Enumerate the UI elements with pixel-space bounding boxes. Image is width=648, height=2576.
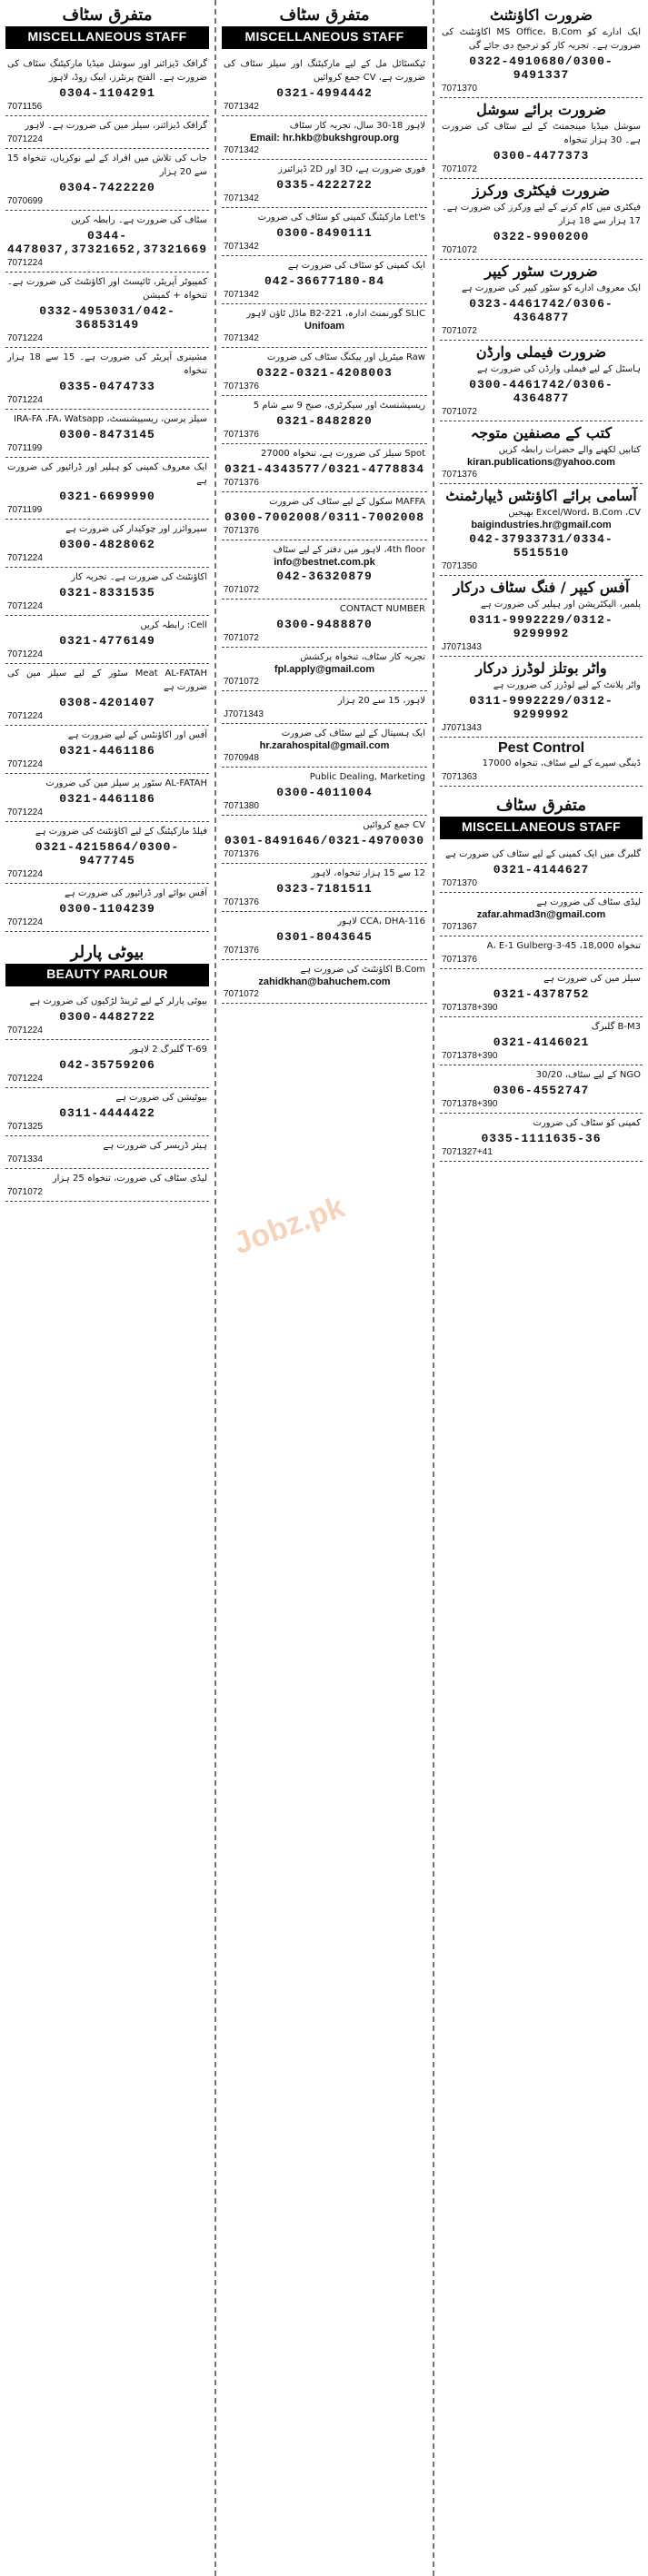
- job-ad: [222, 816, 427, 864]
- ad-body: سپروائزر اور چوکیدار کی ضرورت ہے: [65, 524, 207, 534]
- ad-email[interactable]: hr.zarahospital@gmail.com: [259, 740, 390, 751]
- ad-body: Public Dealing, Marketing: [309, 772, 425, 782]
- ad-contact-number: 0304-1104291: [59, 86, 155, 100]
- ad-contact-number: 0321-4144627: [493, 863, 590, 877]
- ad-contact-number: 0306-4552747: [493, 1084, 590, 1097]
- job-ad: [440, 260, 643, 341]
- job-ad: [5, 726, 209, 774]
- ad-code: 7071224: [7, 807, 43, 817]
- ad-title: آفس کیپر / فنگ سٹاف درکار: [453, 579, 630, 596]
- ad-contact-number: 0322-0321-4208003: [256, 366, 393, 380]
- ad-code: 7071224: [7, 395, 43, 405]
- job-ad: [5, 54, 209, 116]
- ad-code: 7071072: [442, 326, 477, 336]
- job-ad: [440, 893, 643, 936]
- job-ad: [440, 98, 643, 179]
- ad-code: 7071342: [224, 145, 259, 155]
- ad-code: 7071224: [7, 258, 43, 268]
- ad-contact-number: 0335-0474733: [59, 380, 155, 393]
- job-ad: [440, 576, 643, 657]
- ad-code: 7071224: [7, 711, 43, 721]
- ad-body: 12 سے 15 ہزار تنخواہ، لاہور: [311, 868, 425, 878]
- job-ad: [5, 116, 209, 149]
- ad-contact-number: 0300-7002008/0311-7002008: [224, 510, 425, 524]
- ad-body: ریسپشنسٹ اور سیکرٹری، صبح 9 سے شام 5: [253, 401, 425, 411]
- ad-body: Excel/Word، B.Com ،CV بھیجیں: [508, 508, 641, 518]
- left-column-header: [5, 4, 209, 49]
- ad-code: J7071343: [224, 709, 264, 719]
- ad-body: کمپنی کو سٹاف کی ضرورت: [533, 1118, 641, 1128]
- ad-code: 7071380: [224, 801, 259, 811]
- ad-email[interactable]: baigindustries.hr@gmail.com: [471, 520, 612, 530]
- ad-code: 7071325: [7, 1122, 43, 1132]
- ad-body: MAFFA سکول کے لیے سٹاف کی ضرورت: [269, 497, 425, 507]
- right-ads-list: [440, 4, 643, 787]
- ad-contact-number: 0321-4994442: [276, 86, 373, 100]
- ad-code: 7071224: [7, 333, 43, 343]
- job-ad: [222, 492, 427, 540]
- ad-body: AL-FATAH سٹور پر سیلز مین کی ضرورت: [45, 778, 207, 788]
- ad-body: ڈینگی سپرے کے لیے سٹاف، تنخواہ 17000: [482, 758, 641, 768]
- ad-code: 7071376: [224, 381, 259, 391]
- job-ad: [222, 864, 427, 912]
- ad-title: آسامی برائے اکاؤنٹس ڈیپارٹمنٹ: [445, 487, 637, 504]
- beauty-parlour-ads-list: [5, 992, 209, 1202]
- ad-body: فوری ضرورت ہے، 3D اور 2D ڈیزائنرز: [278, 164, 425, 174]
- ad-code: J7071343: [442, 642, 482, 652]
- middle-ads-list: [222, 54, 427, 1004]
- header-english: MISCELLANEOUS STAFF: [440, 817, 643, 837]
- job-ad: [222, 256, 427, 304]
- ad-body: ایک معروف ادارے کو سٹور کیپر کی ضرورت ہے: [461, 283, 641, 293]
- ad-title: ضرورت اکاؤنٹنٹ: [490, 6, 593, 24]
- job-ad: [440, 1065, 643, 1114]
- job-ad: [440, 421, 643, 484]
- ad-body: سٹاف کی ضرورت ہے۔ رابطہ کریں: [71, 215, 207, 225]
- job-ad: [5, 774, 209, 822]
- ad-code: 7071376: [224, 430, 259, 440]
- ad-contact-number: 0300-4828062: [59, 538, 155, 551]
- ad-code: 7071072: [442, 245, 477, 255]
- job-ad: [5, 1088, 209, 1136]
- ad-email[interactable]: kiran.publications@yahoo.com: [467, 457, 615, 468]
- job-ad: [5, 992, 209, 1040]
- job-ad: [440, 484, 643, 576]
- ad-title: ضرورت برائے سوشل: [476, 101, 606, 118]
- ad-body: B-M3 گلبرگ: [591, 1022, 641, 1032]
- ad-code: 7071370: [442, 84, 477, 94]
- ad-body: کتابیں لکھنے والے حضرات رابطہ کریں: [498, 445, 641, 455]
- job-ad: [5, 616, 209, 664]
- job-ad: [222, 54, 427, 116]
- job-ad: [222, 160, 427, 208]
- ad-body: تجربہ کار سٹاف، تنخواہ پرکشش: [300, 652, 425, 662]
- ad-contact-number: 0321-4343577/0321-4778834: [224, 462, 425, 476]
- watermark-logo: Jobz.pk: [229, 1189, 350, 1262]
- ad-body: B.Com اکاؤنٹنٹ کی ضرورت ہے: [300, 965, 425, 975]
- ad-body: گلبرگ میں ایک کمپنی کے لیے سٹاف کی ضرورت ہے: [445, 849, 641, 859]
- ad-contact-number: 0300-8473145: [59, 428, 155, 441]
- ad-body: لیڈی سٹاف کی ضرورت، تنخواہ 25 ہزار: [52, 1174, 207, 1184]
- ad-body: ایک کمپنی کو سٹاف کی ضرورت ہے: [287, 261, 425, 271]
- ad-body: تنخواہ 18,000، 45-A، E-1 Gulberg-3: [486, 941, 641, 951]
- ad-body: کمپیوٹر آپریٹر، ٹائپسٹ اور اکاؤنٹنٹ کی ضرورت ہے۔ تنخواہ + کمیشن: [7, 277, 207, 301]
- ad-contact-number: 0322-4910680/0300-9491337: [469, 54, 613, 82]
- job-ad: [5, 884, 209, 932]
- ad-code: J7071343: [442, 723, 482, 733]
- ad-code: 7071072: [442, 407, 477, 417]
- ad-body: جاب کی تلاش میں افراد کے لیے نوکریاں، تنخواہ 15 سے 20 ہزار: [7, 154, 207, 177]
- ad-contact-number: 0321-6699990: [59, 490, 155, 503]
- header-urdu: متفرق سٹاف: [496, 796, 586, 815]
- ad-email[interactable]: info@bestnet.com.pk: [274, 557, 375, 568]
- ad-code: 7071376: [224, 526, 259, 536]
- ad-contact-number: 0301-8043645: [276, 930, 373, 944]
- ad-body: واٹر پلانٹ کے لیے لوڈرز کی ضرورت ہے: [493, 680, 641, 690]
- ad-code: 7071378+390: [442, 1051, 498, 1061]
- ad-code: 7071334: [7, 1154, 43, 1164]
- ad-body: Let's مارکیٹنگ کمپنی کو سٹاف کی ضرورت: [257, 213, 425, 223]
- job-ad: [5, 458, 209, 520]
- ad-body: Raw میٹریل اور پیکنگ سٹاف کی ضرورت: [266, 352, 425, 362]
- job-ad: [222, 724, 427, 768]
- ad-body: 116-CCA، DHA لاہور: [337, 916, 425, 926]
- ad-code: 7071378+390: [442, 1003, 498, 1013]
- ad-contact-number: 0321-4461186: [59, 792, 155, 806]
- ad-body: Meat AL-FATAH سٹور کے لیے سیلز مین کی ضرورت ہے: [7, 669, 207, 692]
- ad-code: 7071224: [7, 134, 43, 144]
- ad-body: ایک ادارے کو MS Office، B.Com اکاؤنٹنٹ کی ضرورت ہے۔ تجربہ کار کو ترجیح دی جائے گی: [442, 27, 641, 51]
- ad-code: 7071342: [224, 193, 259, 203]
- ad-code: 7071224: [7, 601, 43, 611]
- ad-body: گرافک ڈیزائنر اور سوشل میڈیا مارکیٹنگ سٹاف کی ضرورت ہے۔ الفتح پرنٹرز، ایبک روڈ، لاہور: [7, 59, 207, 83]
- ad-code: 7071342: [224, 333, 259, 343]
- ad-contact-number: 0321-4461186: [59, 744, 155, 758]
- ad-body: Spot سیلز کی ضرورت ہے، تنخواہ 27000: [260, 449, 425, 459]
- ad-body: بیوٹیشن کی ضرورت ہے: [115, 1093, 207, 1103]
- ad-body: CONTACT NUMBER: [339, 604, 425, 614]
- job-ad: [222, 396, 427, 444]
- ad-code: 7070948: [224, 753, 259, 763]
- ad-contact-number: 0321-4215864/0300-9477745: [35, 840, 180, 867]
- job-ad: [5, 822, 209, 884]
- right-column-header: [440, 794, 643, 839]
- job-ad: [5, 520, 209, 568]
- ad-contact-number: 0332-4953031/042-36853149: [39, 304, 175, 332]
- job-ad: [440, 1017, 643, 1065]
- ad-contact-number: 0323-4461742/0306-4364877: [469, 297, 613, 324]
- job-ad: [222, 116, 427, 160]
- ad-code: 7071224: [7, 917, 43, 927]
- header-urdu: متفرق سٹاف: [279, 5, 370, 25]
- ad-body: سوشل میڈیا مینجمنٹ کے لیے سٹاف کی ضرورت ہے۔ 30 ہزار تنخواہ: [442, 122, 641, 145]
- job-ad: [440, 738, 643, 787]
- job-ad: [222, 960, 427, 1004]
- ad-body: لیڈی سٹاف کی ضرورت ہے: [536, 897, 641, 907]
- ad-body: Cell: رابطہ کریں: [140, 620, 207, 630]
- ad-title: کتب کے مصنفین متوجہ: [470, 424, 613, 441]
- ad-contact-number: 0300-1104239: [59, 902, 155, 916]
- ad-body: پلمبر، الیکٹریشن اور ہیلپر کی ضرورت ہے: [481, 599, 641, 609]
- job-ad: [440, 4, 643, 98]
- ad-code: 7071327+41: [442, 1147, 493, 1157]
- ad-body: ہیئر ڈریسر کی ضرورت ہے: [103, 1141, 207, 1151]
- header-english: BEAUTY PARLOUR: [5, 964, 209, 984]
- job-ad: [222, 304, 427, 348]
- beauty-parlour-header: [5, 941, 209, 986]
- ad-contact-number: 0311-9992229/0312-9299992: [469, 694, 613, 721]
- ad-code: 7071378+390: [442, 1099, 498, 1109]
- ad-contact-number: 0301-8491646/0321-4970030: [224, 834, 425, 847]
- ad-contact-number: 0321-8331535: [59, 586, 155, 599]
- ad-contact-number: 0300-4482722: [59, 1010, 155, 1024]
- job-ad: [222, 768, 427, 816]
- ad-code: 7071224: [7, 759, 43, 769]
- ad-body: فیکٹری میں کام کرنے کے لیے ورکرز کی ضرورت ہے۔ 17 ہزار سے 18 ہزار: [442, 203, 641, 226]
- ad-body: گرافک ڈیزائنر، سیلز مین کی ضرورت ہے۔ لاہور: [25, 121, 207, 131]
- ad-code: 7071342: [224, 290, 259, 300]
- ad-body: NGO کے لیے سٹاف، 30/20: [535, 1070, 641, 1080]
- ad-body: آفس بوائے اور ڈرائیور کی ضرورت ہے: [65, 888, 207, 898]
- ad-contact-number: 0322-9900200: [493, 230, 590, 243]
- header-english: MISCELLANEOUS STAFF: [222, 26, 427, 46]
- ad-code: 7071072: [224, 585, 259, 595]
- ad-body: اکاؤنٹنٹ کی ضرورت ہے۔ تجربہ کار: [71, 572, 207, 582]
- ad-code: 7071376: [224, 478, 259, 488]
- ad-contact-number: 0311-4444422: [59, 1106, 155, 1120]
- ad-code: 7071224: [7, 553, 43, 563]
- ad-contact-number: 0300-4461742/0306-4364877: [469, 378, 613, 405]
- ad-code: 7071224: [7, 649, 43, 659]
- ad-title: ضرورت فیملی وارڈن: [475, 343, 607, 361]
- ad-contact-number: 0321-4146021: [493, 1035, 590, 1049]
- ad-body: لاہور، 15 سے 20 ہزار: [337, 696, 425, 706]
- job-ad: [5, 149, 209, 211]
- ad-code: 7071199: [7, 443, 43, 453]
- job-ad: [222, 540, 427, 599]
- ad-code: 7071342: [224, 102, 259, 112]
- ad-body: ایک ہسپتال کے لیے سٹاف کی ضرورت: [281, 728, 425, 738]
- ad-email[interactable]: Unifoam: [304, 321, 344, 332]
- ad-contact-number: 0335-4222722: [276, 178, 373, 192]
- job-ad: [5, 664, 209, 726]
- job-ad: [222, 208, 427, 256]
- ad-contact-number: 0321-4378752: [493, 987, 590, 1001]
- ad-contact-number: 042-36677180-84: [264, 274, 385, 288]
- job-ad: [5, 211, 209, 272]
- right-ads-list-2: [440, 845, 643, 1162]
- ad-code: 7071363: [442, 772, 477, 782]
- ad-email[interactable]: Email: hr.hkb@bukshgroup.org: [249, 133, 400, 144]
- job-ad: [222, 444, 427, 492]
- ad-contact-number: 0321-8482820: [276, 414, 373, 428]
- header-english: MISCELLANEOUS STAFF: [5, 26, 209, 46]
- ad-body: SLIC گورنمنٹ ادارہ، 221-B2 ماڈل ٹاؤن لاہور: [246, 309, 425, 319]
- job-ad: [5, 1040, 209, 1088]
- ad-body: ٹیکسٹائل مل کے لیے مارکیٹنگ اور سیلز سٹاف کی ضرورت ہے، CV جمع کروائیں: [224, 59, 425, 83]
- ad-code: 7071072: [224, 677, 259, 687]
- middle-column-header: [222, 4, 427, 49]
- ad-body: 4th floor، لاہور میں دفتر کے لیے سٹاف: [273, 545, 425, 555]
- ad-contact-number: 0311-9992229/0312-9299992: [469, 613, 613, 640]
- ad-email[interactable]: zahidkhan@bahuchem.com: [258, 976, 391, 987]
- job-ad: [440, 657, 643, 738]
- job-ad: [440, 936, 643, 969]
- ad-contact-number: 042-35759206: [59, 1058, 155, 1072]
- ad-body: سیلز مین کی ضرورت ہے: [543, 974, 641, 984]
- ad-email[interactable]: fpl.apply@gmail.com: [274, 664, 375, 675]
- job-ad: [440, 341, 643, 421]
- ad-body: 69-T گلبرگ 2 لاہور: [129, 1045, 207, 1055]
- ad-code: 7070699: [7, 196, 43, 206]
- ad-code: 7071072: [442, 164, 477, 174]
- ad-title: ضرورت فیکٹری ورکرز: [472, 182, 611, 199]
- job-ad: [440, 969, 643, 1017]
- job-ad: [222, 691, 427, 724]
- ad-contact-number: 0323-7181511: [276, 882, 373, 896]
- ad-code: 7071072: [7, 1187, 43, 1197]
- ad-contact-number: 042-36320879: [276, 570, 373, 583]
- ad-body: آفس اور اکاؤنٹس کے لیے ضرورت ہے: [67, 730, 207, 740]
- ad-body: CV جمع کروائیں: [363, 820, 425, 830]
- ad-contact-number: 042-37933731/0334-5515510: [469, 532, 613, 560]
- right-column: [434, 0, 648, 2576]
- ad-body: بیوٹی پارلر کے لیے ٹرینڈ لڑکیوں کی ضرورت ہے: [29, 996, 207, 1006]
- ad-code: 7071367: [442, 922, 477, 932]
- ad-contact-number: 0300-4011004: [276, 786, 373, 799]
- left-column: [0, 0, 216, 2576]
- ad-body: فیلڈ مارکیٹنگ کے لیے اکاؤنٹنٹ کی ضرورت ہے: [35, 827, 207, 837]
- ad-body: ایک معروف کمپنی کو ہیلپر اور ڈرائیور کی ضرورت ہے: [7, 462, 207, 486]
- job-ad: [5, 1169, 209, 1202]
- header-urdu: متفرق سٹاف: [62, 5, 153, 25]
- ad-contact-number: 0344-4478037,37321652,37321669: [7, 229, 208, 256]
- ad-contact-number: 0304-7422220: [59, 181, 155, 194]
- job-ad: [440, 179, 643, 260]
- ad-email[interactable]: zafar.ahmad3n@gmail.com: [476, 909, 606, 920]
- middle-column: [216, 0, 434, 2576]
- ad-title: ضرورت سٹور کیپر: [484, 263, 598, 280]
- ad-title: Pest Control: [497, 740, 585, 756]
- job-ad: [5, 1136, 209, 1169]
- ad-body: ہاسٹل کے لیے فیملی وارڈن کی ضرورت ہے: [476, 364, 641, 374]
- ad-code: 7071376: [442, 955, 477, 965]
- ad-contact-number: 0300-9488870: [276, 618, 373, 631]
- ad-body: سیلز پرسن، ریسیپشنسٹ، IRA-FA ،FA، Watsapp: [14, 414, 207, 424]
- job-ad: [222, 648, 427, 691]
- ad-contact-number: 0335-1111635-36: [481, 1132, 602, 1145]
- job-ad: [5, 348, 209, 410]
- ad-code: 7071370: [442, 878, 477, 888]
- job-ad: [5, 410, 209, 458]
- ad-code: 7071156: [7, 102, 43, 112]
- job-ad: [222, 599, 427, 648]
- ad-contact-number: 0300-4477373: [493, 149, 590, 163]
- ad-code: 7071224: [7, 869, 43, 879]
- ad-code: 7071072: [224, 989, 259, 999]
- job-ad: [440, 1114, 643, 1162]
- ad-title: واٹر بوتلز لوڈرز درکار: [475, 659, 607, 677]
- header-urdu: بیوٹی پارلر: [70, 943, 145, 962]
- job-ad: [5, 272, 209, 348]
- ad-code: 7071350: [442, 561, 477, 571]
- job-ad: [440, 845, 643, 893]
- ad-code: 7071072: [224, 633, 259, 643]
- ad-contact-number: 0308-4201407: [59, 696, 155, 709]
- ad-code: 7071376: [224, 946, 259, 956]
- ad-body: مشینری آپریٹر کی ضرورت ہے۔ 15 سے 18 ہزار تنخواہ: [7, 352, 207, 376]
- job-ad: [222, 348, 427, 396]
- ad-code: 7071224: [7, 1074, 43, 1084]
- ad-body: لاہور 18-30 سال، تجربہ کار سٹاف: [289, 121, 425, 131]
- ad-code: 7071199: [7, 505, 43, 515]
- ad-code: 7071376: [224, 849, 259, 859]
- ad-contact-number: 0321-4776149: [59, 634, 155, 648]
- job-ad: [222, 912, 427, 960]
- ad-contact-number: 0300-8490111: [276, 226, 373, 240]
- job-ad: [5, 568, 209, 616]
- ad-code: 7071376: [224, 897, 259, 907]
- ad-code: 7071342: [224, 242, 259, 252]
- left-ads-list: [5, 54, 209, 932]
- ad-code: 7071376: [442, 470, 477, 480]
- ad-code: 7071224: [7, 1025, 43, 1035]
